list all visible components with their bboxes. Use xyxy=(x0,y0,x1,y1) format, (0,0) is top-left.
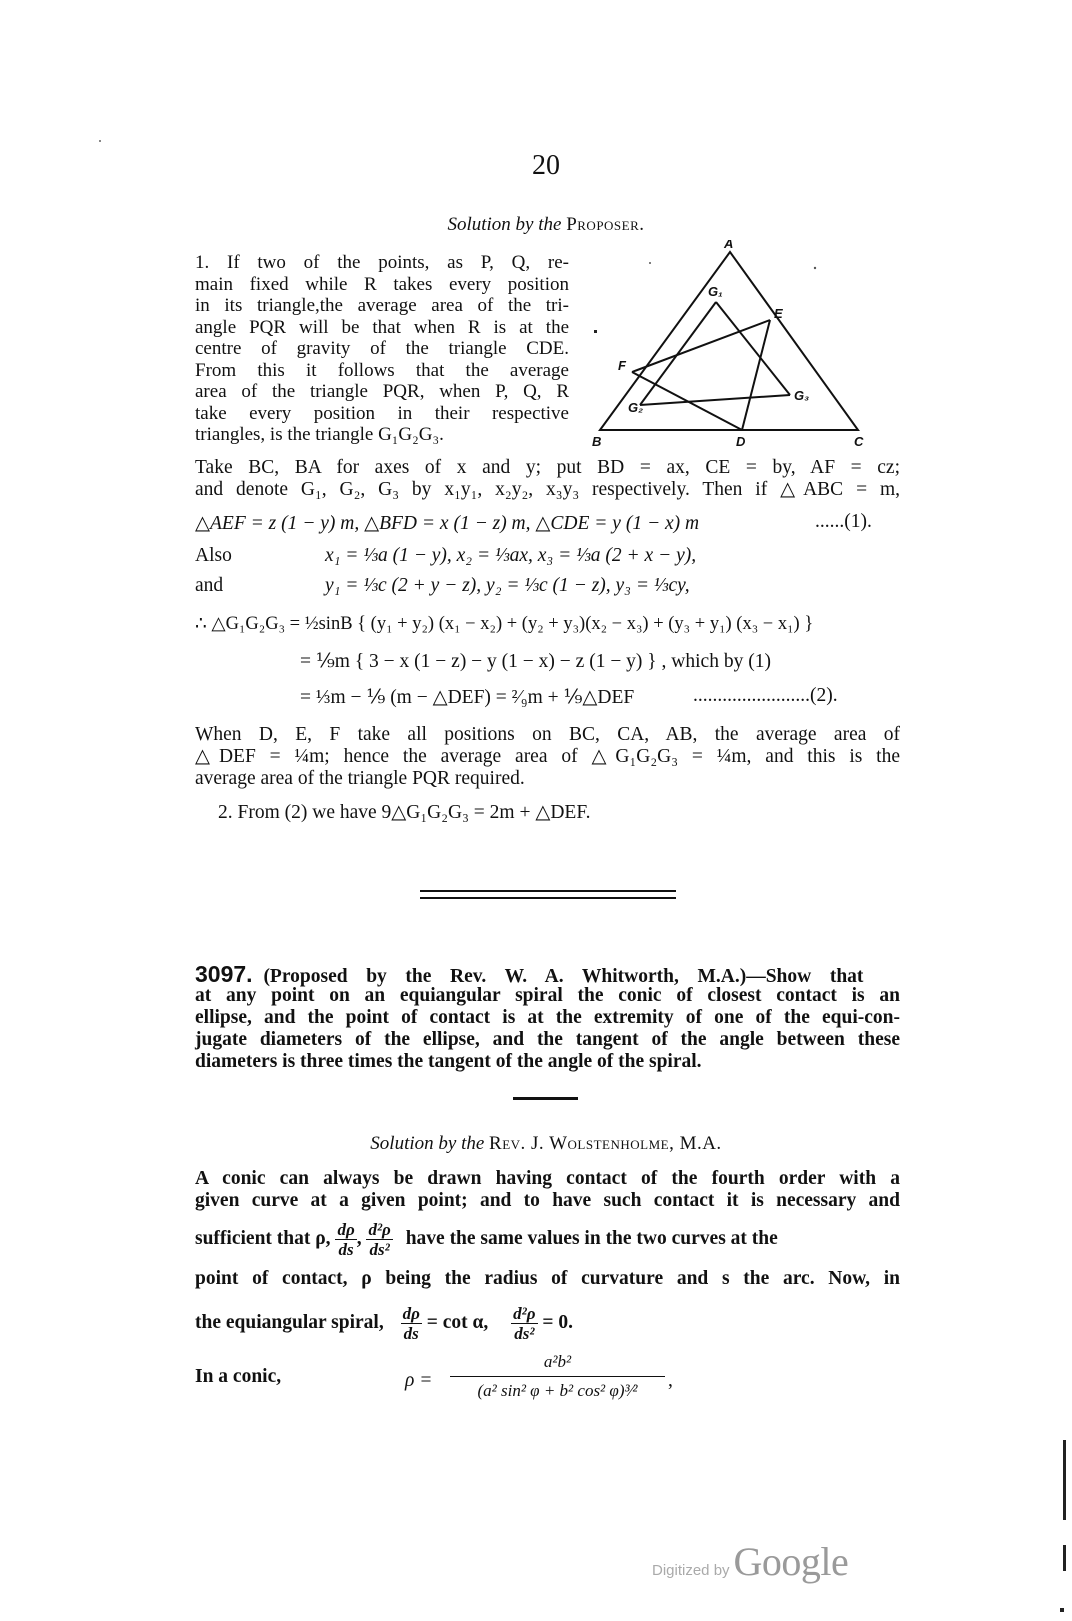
label-g2: G₂ xyxy=(628,400,644,415)
and-equation: y₁ = ⅓c (2 + y − z), y₂ = ⅓c (1 − z), y₃ = ⅓cy, xyxy=(325,575,690,596)
fraction-numerator: d²ρ xyxy=(368,1220,391,1240)
segment-ef xyxy=(632,320,770,372)
label-a: A xyxy=(724,240,734,251)
fraction-d2rho-ds2 xyxy=(366,1220,392,1259)
speck xyxy=(99,140,101,142)
equation-1: △AEF = z (1 − y) m, △BFD = x (1 − z) m, △CDE = y (1 − x) m xyxy=(195,513,700,534)
equation-g-line2: = ⅑m { 3 − x (1 − z) − y (1 − x) − z (1 − y) } , which by (1) xyxy=(300,651,771,672)
rho-equals: ρ = xyxy=(405,1370,433,1391)
fraction-numerator: dρ xyxy=(337,1220,355,1240)
sufficient-line: sufficient that ρ, $\frac{d\rho}{ds}$ , $\frac{\text{d²ρ}}{\text{ds²}}$ have the same values in the two curves at the xyxy=(195,1220,778,1260)
problem-line: (Proposed by the Rev. W. A. Whitworth, M.A.)—Show that xyxy=(263,966,864,987)
fraction-drho-ds xyxy=(335,1220,356,1259)
paragraph-line: A conic can always be drawn having contact of the fourth order with a xyxy=(195,1168,900,1189)
conic-fraction xyxy=(450,1352,665,1401)
problem-line: at any point on an equiangular spiral the conic of closest contact is an xyxy=(195,985,900,1006)
equation-1-tag: ......(1). xyxy=(815,511,872,532)
fraction-drho-ds xyxy=(401,1304,422,1343)
paragraph-line: Take BC, BA for axes of x and y; put BD = ax, CE = by, AF = cz; xyxy=(195,457,900,478)
solution2-heading xyxy=(0,1133,1072,1155)
paragraph-line: and denote G₁, G₂, G₃ by x₁y₁, x₂y₂, x₃y₃ respectively. Then if △ABC = m, xyxy=(195,479,900,500)
fraction-denominator: ds² xyxy=(369,1240,390,1260)
part1-line: take every position in their respective xyxy=(195,402,569,424)
part2-text: 2. From (2) we have 9△G₁G₂G₃ = 2m + △DEF. xyxy=(218,802,591,823)
fraction-denominator: ds xyxy=(403,1324,419,1344)
problem-number: 3097. xyxy=(195,961,253,987)
equation-2-tag: ........................(2). xyxy=(693,685,838,706)
label-d: D xyxy=(736,434,746,449)
spiral-mid: = cot α, xyxy=(426,1312,489,1333)
separator-rule xyxy=(420,890,676,892)
fraction-denominator: ds² xyxy=(514,1324,535,1344)
conic-numerator: a²b² xyxy=(450,1352,665,1377)
equation-g-line1: ∴ △G₁G₂G₃ = ½sinB { (y₁ + y₂) (x₁ − x₂) + (y₂ + y₃)(x₂ − x₃) + (y₃ + y₁) (x₃ − x₁) } xyxy=(195,614,814,634)
fraction-numerator: d²ρ xyxy=(513,1304,536,1324)
label-f: F xyxy=(618,358,626,373)
label-c: C xyxy=(854,434,864,449)
paragraph-line: average area of the triangle PQR required. xyxy=(195,768,525,789)
problem-line: diameters is three times the tangent of the angle of the spiral. xyxy=(195,1051,702,1072)
part1-line: angle PQR will be that when R is at the xyxy=(195,316,569,338)
spiral-after: = 0. xyxy=(542,1312,573,1333)
sufficient-before: sufficient that ρ, xyxy=(195,1228,331,1249)
part1-line: area of the triangle PQR, when P, Q, R xyxy=(195,381,569,402)
solution2-heading-author: Rev. J. Wolstenholme, M.A. xyxy=(489,1133,722,1154)
paragraph-line: △DEF = ¼m; hence the average area of △G₁G₂G₃ = ¼m, and this is the xyxy=(195,746,900,767)
speck xyxy=(814,267,816,269)
conic-comma: , xyxy=(668,1370,673,1391)
spiral-before: the equiangular spiral, xyxy=(195,1312,384,1333)
part1-line: triangles, is the triangle G₁G₂G₃. xyxy=(195,424,444,445)
solution-heading-italic: Solution by the xyxy=(447,214,562,235)
solution-heading xyxy=(0,214,1072,236)
triangle-figure xyxy=(590,240,890,450)
part1-line: in its triangle,the average area of the tri- xyxy=(195,295,569,316)
equation-g-line3: = ⅓m − ⅑ (m − △DEF) = ²⁄₉m + ⅑△DEF xyxy=(300,687,635,708)
watermark-small: Digitized by xyxy=(652,1562,730,1579)
sufficient-after: have the same values in the two curves at the xyxy=(405,1228,778,1249)
speck xyxy=(649,262,651,264)
short-rule xyxy=(513,1097,578,1100)
solution-heading-author: Proposer. xyxy=(566,214,645,235)
google-watermark xyxy=(652,1538,848,1585)
part1-line: centre of gravity of the triangle CDE. xyxy=(195,338,569,359)
part1-line: main fixed while R takes every position xyxy=(195,273,569,295)
label-e: E xyxy=(774,306,783,321)
conic-denominator: (a² sin² φ + b² cos² φ)³⁄² xyxy=(477,1381,638,1400)
separator-rule xyxy=(420,897,676,899)
fraction-denominator: ds xyxy=(338,1240,354,1260)
paragraph-line: When D, E, F take all positions on BC, CA, AB, the average area of xyxy=(195,724,900,745)
conic-label: In a conic, xyxy=(195,1366,282,1387)
segment-de xyxy=(742,320,770,430)
fraction-numerator: dρ xyxy=(402,1304,420,1324)
problem-line: ellipse, and the point of contact is at the extremity of one of the equi-con- xyxy=(195,1007,900,1028)
paragraph-line: point of contact, ρ being the radius of curvature and s the arc. Now, in xyxy=(195,1268,900,1289)
scan-edge-mark xyxy=(1063,1440,1066,1520)
page-number: 20 xyxy=(532,150,560,181)
watermark-google-logo: Google xyxy=(733,1539,849,1584)
also-equation: x₁ = ⅓a (1 − y), x₂ = ⅓ax, x₃ = ⅓a (2 + x − y), xyxy=(325,545,697,566)
speck xyxy=(594,330,597,333)
paragraph-line: given curve at a given point; and to have such contact it is necessary and xyxy=(195,1190,900,1211)
spiral-line xyxy=(195,1300,900,1346)
figure-labels xyxy=(592,240,864,449)
also-label: Also xyxy=(195,545,232,566)
label-g3: G₃ xyxy=(794,388,810,403)
scan-edge-mark xyxy=(1060,1608,1064,1612)
part1-line: From this it follows that the average xyxy=(195,359,569,381)
scan-edge-mark xyxy=(1063,1545,1066,1571)
part1-text xyxy=(195,252,569,446)
problem-line: jugate diameters of the ellipse, and the tangent of the angle between these xyxy=(195,1029,900,1050)
fraction-d2rho-ds2 xyxy=(511,1304,537,1343)
segment-g2g3 xyxy=(640,395,790,405)
segment-g1g2 xyxy=(640,302,716,405)
solution2-heading-italic: Solution by the xyxy=(370,1133,485,1154)
part1-line: 1. If two of the points, as P, Q, re- xyxy=(195,252,569,273)
label-g1: G₁ xyxy=(708,284,723,299)
and-label: and xyxy=(195,575,224,596)
label-b: B xyxy=(592,434,602,449)
